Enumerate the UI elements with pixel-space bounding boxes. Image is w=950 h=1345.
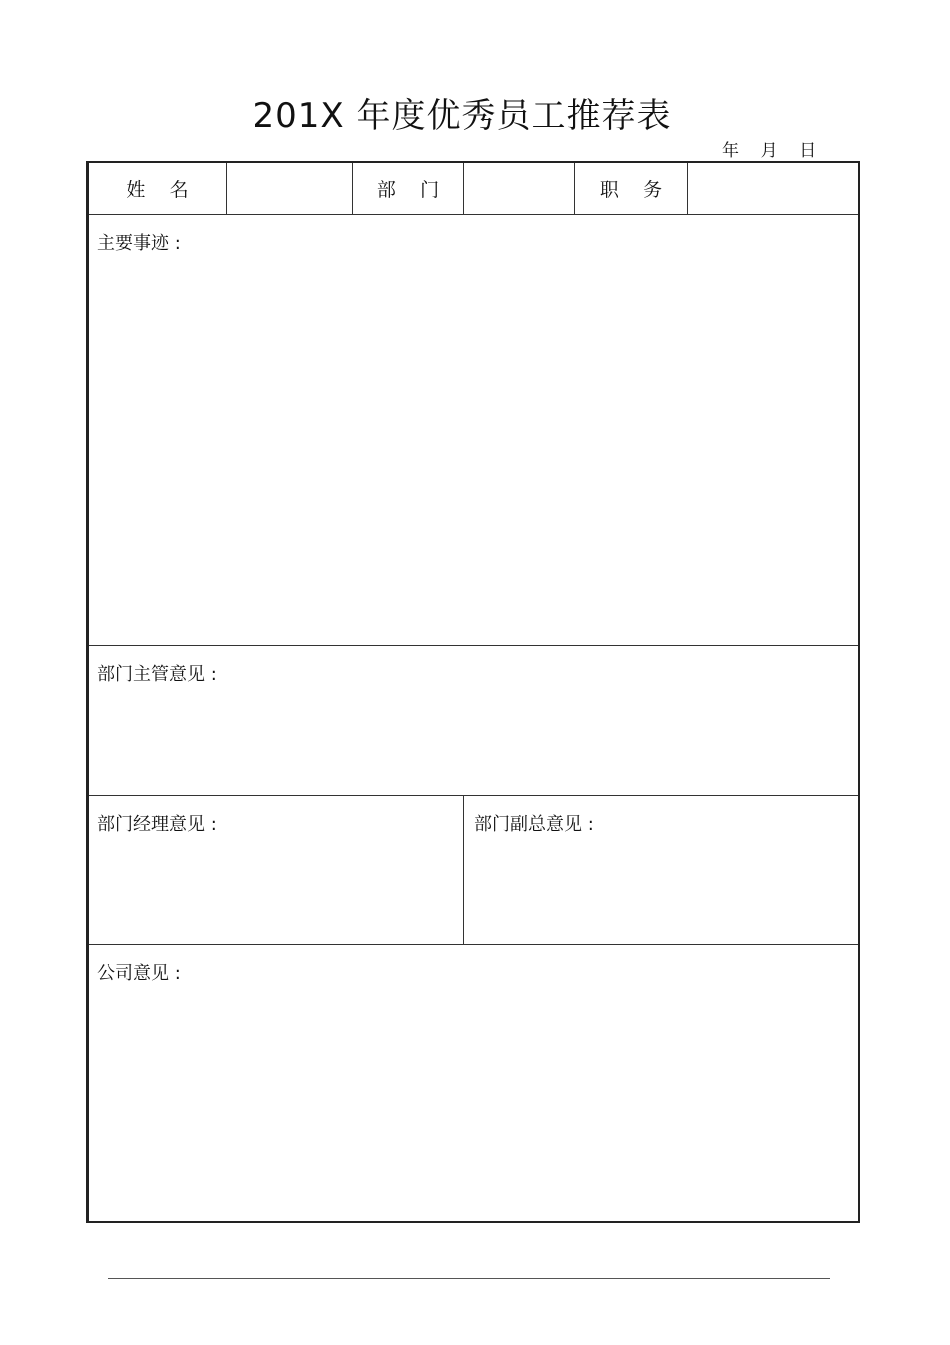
company-opinion-label: 公司意见 : (97, 963, 181, 984)
deputy-opinion-section[interactable] (464, 796, 858, 944)
deputy-opinion-label: 部门副总意见 : (474, 814, 594, 835)
position-label: 职 务 (575, 163, 688, 214)
recommendation-form (86, 161, 860, 1223)
supervisor-opinion-label: 部门主管意见 : (97, 664, 217, 685)
position-field[interactable] (688, 163, 858, 214)
header-row (89, 163, 858, 215)
manager-opinion-label: 部门经理意见 : (97, 814, 217, 835)
name-field[interactable] (227, 163, 353, 214)
department-label: 部 门 (353, 163, 464, 214)
supervisor-opinion-section[interactable] (89, 646, 858, 796)
main-deeds-section[interactable] (89, 215, 858, 646)
name-label: 姓 名 (89, 163, 227, 214)
page-title: 201X 年度优秀员工推荐表 (252, 96, 672, 136)
manager-deputy-row (89, 796, 858, 945)
company-opinion-section[interactable] (89, 945, 858, 1221)
main-deeds-label: 主要事迹 : (97, 233, 181, 254)
department-field[interactable] (464, 163, 575, 214)
footer-divider (108, 1278, 830, 1279)
manager-opinion-section[interactable] (89, 796, 464, 944)
date-line: 年 月 日 (722, 141, 817, 161)
